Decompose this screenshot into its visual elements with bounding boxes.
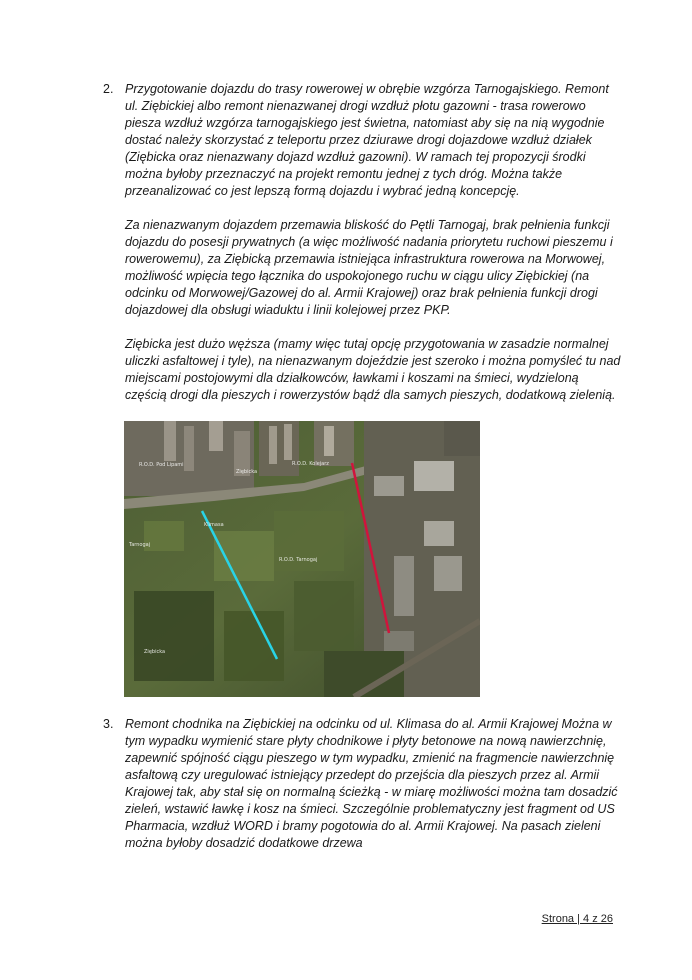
map-label: Klimasa [204, 522, 224, 528]
paragraph: Remont chodnika na Ziębickiej na odcinku od ul. Klimasa do al. Armii Krajowej Można w tym wypadku wymienić stare płyty chodnikowe i płyty betonowe na nową nawierzchnię, zapewnić spójność ciągu pieszego w tym wypadku, zmienić na fragmencie nawierzchnię asfaltową czy uregulować istniejący przedept do przejścia dla pieszych przez al. Armii Krajowej tak, aby stał się on normalną ścieżką - w miarę możliwości można tam dosadzić zieleń, wstawić ławkę i kosz na śmieci. Szczególnie problematyczny jest fragment od US Pharmacia, wzdłuż WORD i bramy pogotowia do al. Armii Krajowej. Na pasach zieleni można byłoby dosadzić dodatkowe drzewa [125, 717, 618, 850]
paragraph: Przygotowanie dojazdu do trasy rowerowej w obrębie wzgórza Tarnogajskiego. Remont ul. Ziębickiej albo remont nienazwanej drogi wzdłuż płotu gazowni - trasa rowerowo piesza wzdłuż wzgórza tarnogajskiego jest świetna, natomiast aby się na nią wygodnie dostać należy skorzystać z teleportu przez dziurawe drogi dojazdowe wzdłuż działek (Ziębicka oraz nienazwany dojazd wzdłuż gazowni). W ramach tej propozycji środki można byłoby przeznaczyć na projekt remontu jednej z tych dróg. Można także przeanalizować co jest lepszą formą dojazdu i wybrać jedną koncepcję. [125, 82, 609, 198]
map-label: R.O.D. Pod Lipami [139, 462, 184, 468]
paragraph: Za nienazwanym dojazdem przemawia bliskość do Pętli Tarnogaj, brak pełnienia funkcji dojazdu do posesji prywatnych (a więc możliwość nadania priorytetu ruchowi pieszemu i rowerowemu), za Ziębicką przemawia istniejąca infrastruktura rowerowa na Morwowej, możliwość wpięcia tego łącznika do uspokojonego ruchu w ciągu ulicy Ziębickiej (na odcinku od Morwowej/Gazowej do al. Armii Krajowej) oraz brak pełnienia funkcji drogi dojazdowej dla obsługi wiaduktu i linii kolejowej przez PKP. [125, 218, 613, 317]
map-label: R.O.D. Kolejarz [292, 461, 329, 467]
map-label: Ziębicka [144, 649, 166, 655]
list-number: 2. [103, 82, 114, 96]
list-number: 3. [103, 717, 114, 731]
page-number: Strona | 4 z 26 [541, 913, 613, 925]
list-item-2 [103, 81, 623, 404]
paragraph: Ziębicka jest dużo węższa (mamy więc tutaj opcję przygotowania w zasadzie normalnej uliczki asfaltowej i tyle), na nienazwanym dojeździe jest szeroko i można pomyśleć tu nad miejscami postojowymi dla działkowców, ławkami i koszami na śmieci, wydzieloną częścią drogi dla pieszych i rowerzystów bądź dla samych pieszych, dodatkową zielenią. [125, 337, 621, 402]
map-label: R.O.D. Tarnogaj [279, 557, 318, 563]
list-item-3 [103, 716, 623, 852]
aerial-map-image [124, 421, 480, 697]
page-footer [542, 912, 613, 926]
map-label: Ziębicka [236, 469, 258, 475]
map-label: Tarnogaj [129, 542, 151, 548]
